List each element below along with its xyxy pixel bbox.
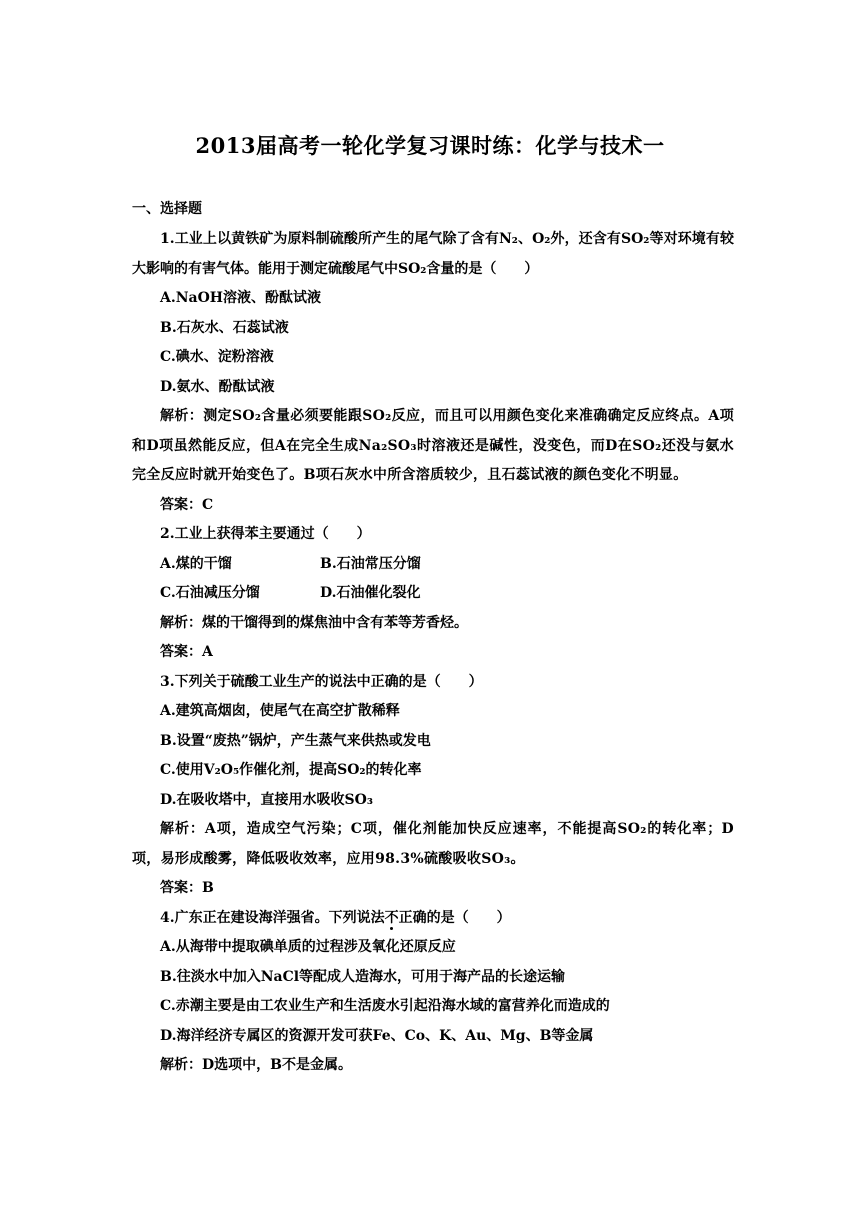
question-4-option-b: B.往淡水中加入NaCl等配成人造海水，可用于海产品的长途运输 — [160, 968, 566, 985]
question-3-analysis: 解析：A项，造成空气污染；C项，催化剂能加快反应速率，不能提高SO₂的转化率；D项，易形成酸雾，降低吸收效率，应用98.3%硫酸吸收SO₃。 — [132, 821, 734, 867]
question-4-option-d: D.海洋经济专属区的资源开发可获Fe、Co、K、Au、Mg、B等金属 — [160, 1027, 594, 1044]
question-2-analysis: 解析：煤的干馏得到的煤焦油中含有苯等芳香烃。 — [160, 614, 468, 631]
question-2-option-c: C.石油减压分馏 — [160, 585, 260, 601]
question-1-option-c: C.碘水、淀粉溶液 — [160, 349, 274, 365]
question-2-answer: 答案：A — [160, 644, 213, 660]
question-1-option-a: A.NaOH溶液、酚酞试液 — [160, 290, 322, 306]
question-4-option-a: A.从海带中提取碘单质的过程涉及氧化还原反应 — [160, 939, 456, 955]
question-2-option-d: D.石油催化裂化 — [320, 585, 421, 601]
section-title: 一、选择题 — [132, 201, 202, 217]
document-title: 2013届高考一轮化学复习课时练：化学与技术一 — [195, 133, 665, 158]
question-3-option-d: D.在吸收塔中，直接用水吸收SO₃ — [160, 791, 373, 808]
question-2-options-row-1 — [132, 550, 734, 580]
question-4-stem-end: 正确的是（ ） — [398, 909, 511, 926]
question-4-option-c: C.赤潮主要是由工农业生产和生活废水引起沿海水域的富营养化而造成的 — [160, 998, 610, 1014]
question-2-option-b: B.石油常压分馏 — [320, 555, 421, 572]
question-1-option-b: B.石灰水、石蕊试液 — [160, 319, 289, 336]
question-3-stem: 3.下列关于硫酸工业生产的说法中正确的是（ ） — [160, 673, 483, 690]
question-3-option-a: A.建筑高烟囱，使尾气在高空扩散稀释 — [160, 703, 400, 719]
question-1-option-d: D.氨水、酚酞试液 — [160, 378, 275, 395]
question-4-analysis: 解析：D选项中，B不是金属。 — [160, 1057, 352, 1073]
question-2-options-row-2 — [132, 579, 734, 609]
question-1-analysis: 解析：测定SO₂含量必须要能跟SO₂反应，而且可以用颜色变化来准确确定反应终点。A项和D项虽然能反应，但A在完全生成Na₂SO₃时溶液还是碱性，没变色，而D在SO₂还没与氨水完全反应时就开始变色了。B项石灰水中所含溶质较少，且石蕊试液的颜色变化不明显。 — [132, 408, 734, 483]
question-1-stem: 1.工业上以黄铁矿为原料制硫酸所产生的尾气除了含有N₂、O₂外，还含有SO₂等对环境有较大影响的有害气体。能用于测定硫酸尾气中SO₂含量的是（ ） — [132, 231, 734, 277]
question-list — [132, 225, 734, 1081]
question-3-answer: 答案：B — [160, 880, 214, 896]
question-3-option-b: B.设置“废热”锅炉，产生蒸气来供热或发电 — [160, 732, 431, 749]
emphasis-mark: 不 — [384, 909, 399, 926]
question-2-stem: 2.工业上获得苯主要通过（ ） — [160, 526, 371, 542]
question-1-answer: 答案：C — [160, 496, 214, 513]
question-2-option-a: A.煤的干馏 — [160, 555, 232, 572]
question-4-stem-start: 4.广东正在建设海洋强省。下列说法 — [160, 909, 385, 926]
question-4-stem — [132, 904, 734, 934]
question-3-option-c: C.使用V₂O₅作催化剂，提高SO₂的转化率 — [160, 762, 422, 778]
